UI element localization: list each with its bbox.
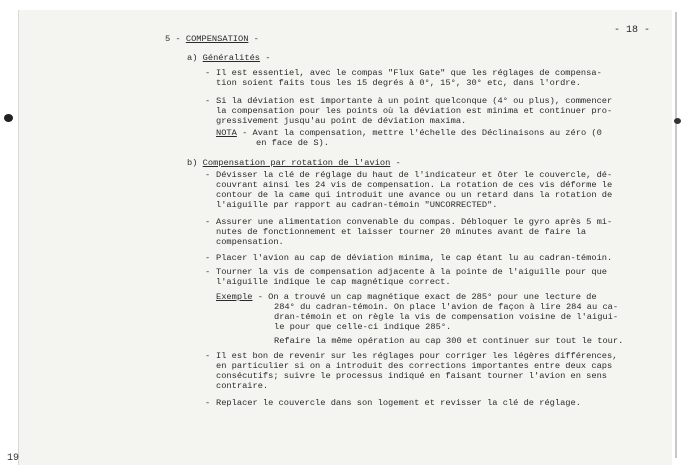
margin-note: 19 <box>7 453 20 464</box>
text-line: gressivement jusqu'au point de déviation maxima. <box>216 116 467 126</box>
text-line: Refaire la même opération au cap 300 et continuer sur tout le tour. <box>274 336 624 346</box>
text-line: la compensation pour les points où la déviation est minima et continuer pro- <box>216 106 613 116</box>
nota-label: NOTA <box>216 128 237 138</box>
part-a-heading <box>187 54 270 64</box>
bullet-dash: - <box>205 253 211 263</box>
text-line: en particulier si on a introduit des corrections importantes entre deux caps <box>216 361 613 371</box>
text-line: contour de la came qui introduit une avance ou un retard dans la rotation de <box>216 190 613 200</box>
part-a-title-suffix: - <box>260 53 271 63</box>
text-line: Si la déviation est importante à un point quelconque (4° ou plus), commencer <box>216 96 613 106</box>
text-line: contraire. <box>216 381 269 391</box>
bullet-dash: - <box>205 267 211 277</box>
text-line: l'aiguille par rapport au cadran-témoin "UNCORRECTED". <box>216 200 498 210</box>
text-line: Dévisser la clé de réglage du haut de l'indicateur et ôter le couvercle, dé- <box>216 170 613 180</box>
part-a-title: Généralités <box>202 53 261 63</box>
example-label: Exemple <box>216 292 253 302</box>
section-heading <box>165 35 259 45</box>
text-line: Il est bon de revenir sur les réglages pour corriger les légères différences, <box>216 351 618 361</box>
section-number: 5 - <box>165 34 181 44</box>
text-line: Assurer une alimentation convenable du compas. Débloquer le gyro après 5 mi- <box>216 217 613 227</box>
text-line: dran-témoin et on règle la vis de compensation voisine de l'aigui- <box>274 312 619 322</box>
part-b-label: b) <box>187 158 198 168</box>
bullet-dash: - <box>205 398 211 408</box>
text-line: Replacer le couvercle dans son logement et revisser la clé de réglage. <box>216 398 581 408</box>
bullet-dash: - <box>205 217 211 227</box>
text-line: Il est essentiel, avec le compas "Flux Gate" que les réglages de compensa- <box>216 68 602 78</box>
bullet-dash: - <box>205 68 211 78</box>
part-b-heading <box>187 159 401 169</box>
bullet-dash: - <box>205 351 211 361</box>
part-a-label: a) <box>187 53 198 63</box>
example-text: - On a trouvé un cap magnétique exact de 285° pour une lecture de <box>252 292 597 302</box>
text-line: 284° du cadran-témoin. On place l'avion de façon à lire 284 au ca- <box>274 302 619 312</box>
bullet-dash: - <box>205 170 211 180</box>
part-b-title-suffix: - <box>390 158 401 168</box>
bullet-dash: - <box>205 96 211 106</box>
text-line: nutes de fonctionnement et laisser tourner 20 minutes avant de faire la <box>216 227 587 237</box>
page-edge-shadow <box>675 12 677 458</box>
punch-hole-mark <box>4 114 13 122</box>
text-line: consécutifs; suivre le processus indiqué en faisant tourner l'avion en sens <box>216 371 608 381</box>
section-title: COMPENSATION <box>185 34 249 44</box>
text-line: tion soient faits tous les 15 degrés à 0°, 15°, 30° etc, dans l'ordre. <box>216 78 581 88</box>
text-line: le pour que celle-ci indique 285°. <box>274 322 452 332</box>
text-line: Placer l'avion au cap de déviation minima, le cap étant lu au cadran-témoin. <box>216 253 613 263</box>
part-b-title: Compensation par rotation de l'avion <box>202 158 391 168</box>
page-number: - 18 - <box>614 25 651 36</box>
text-line: couvrant ainsi les 24 vis de compensation. La rotation de ces vis déforme le <box>216 180 613 190</box>
text-line: en face de S). <box>256 138 329 148</box>
text-line: Tourner la vis de compensation adjacente à la pointe de l'aiguille pour que <box>216 267 608 277</box>
text-line: l'aiguille indique le cap magnétique correct. <box>216 277 451 287</box>
nota-text: - Avant la compensation, mettre l'échelle des Déclinaisons au zéro (0 <box>236 128 602 138</box>
section-title-suffix: - <box>248 34 259 44</box>
punch-hole-mark-right <box>674 118 681 124</box>
text-line: compensation. <box>216 237 284 247</box>
